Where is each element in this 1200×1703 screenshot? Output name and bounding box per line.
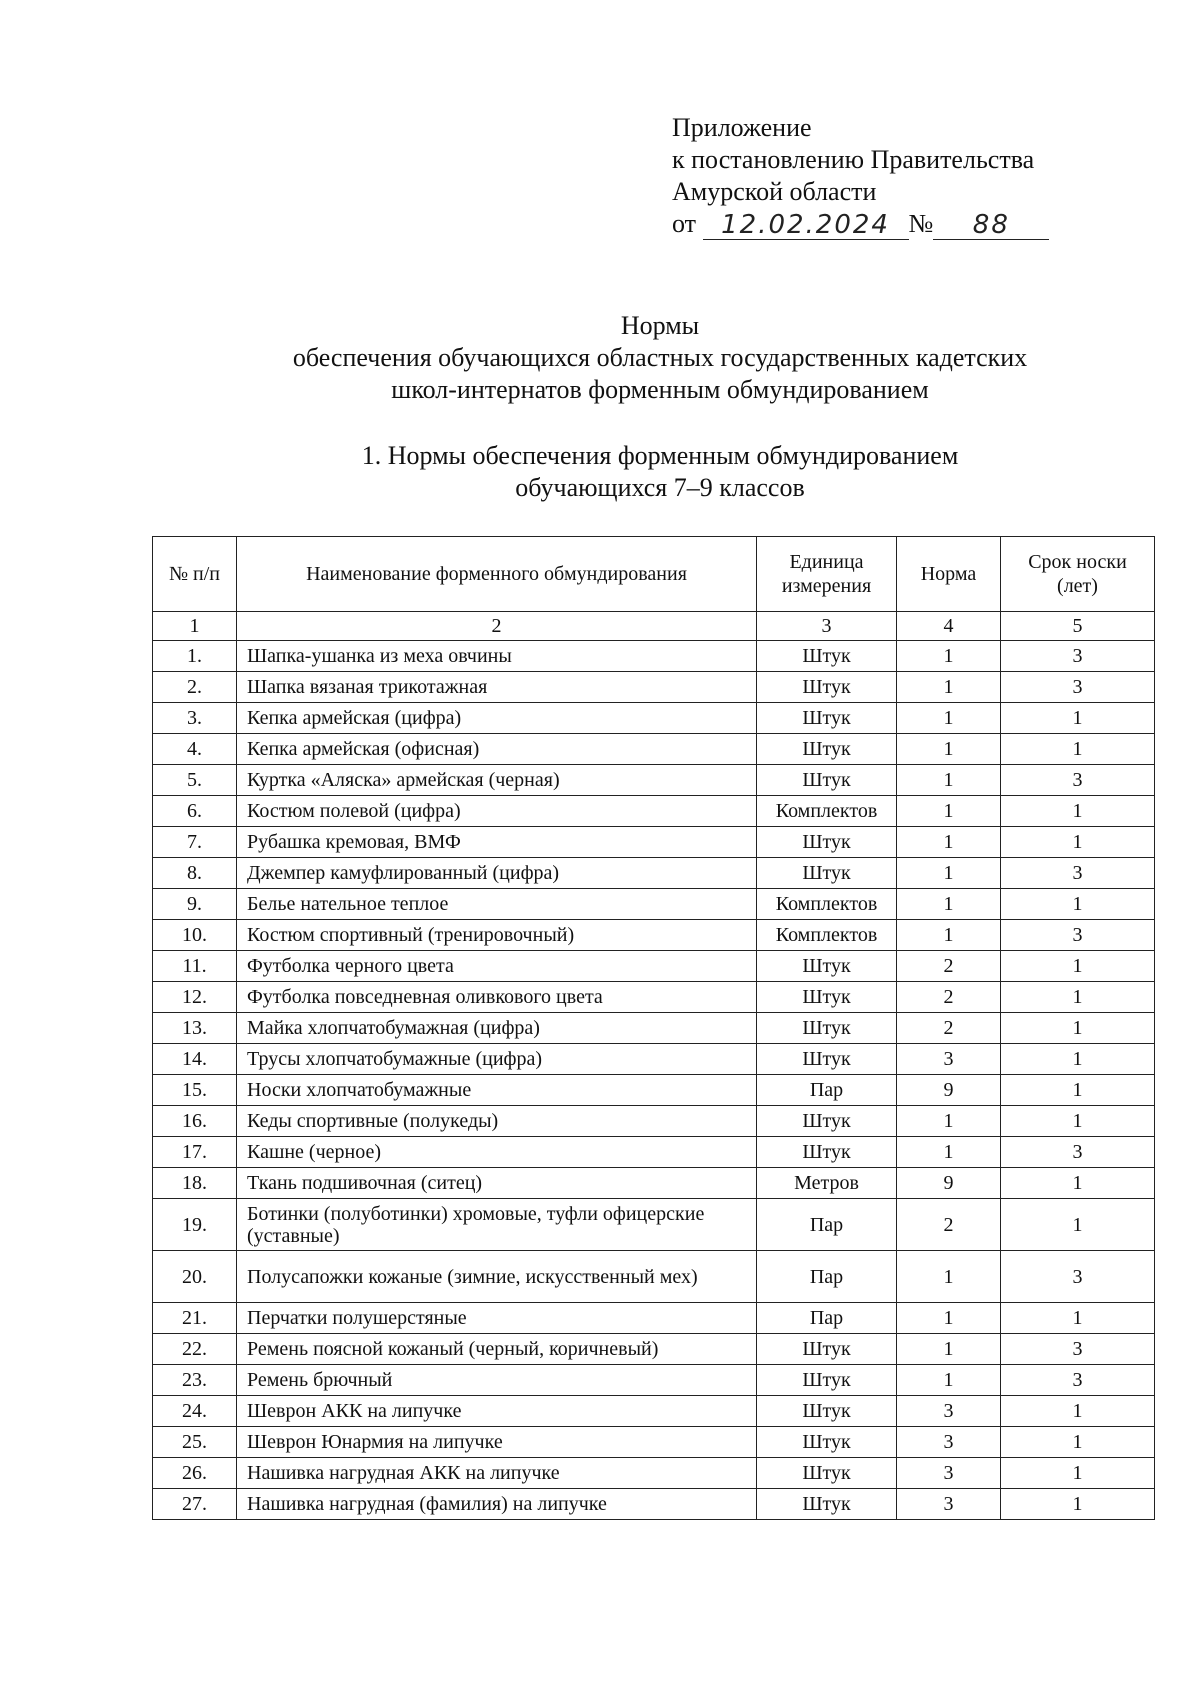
norm-cell: 2	[897, 1199, 1001, 1251]
table-row	[153, 672, 1155, 703]
item-name-cell: Футболка черного цвета	[237, 951, 757, 982]
table-row	[153, 765, 1155, 796]
norm-cell: 3	[897, 1044, 1001, 1075]
item-name-cell: Костюм полевой (цифра)	[237, 796, 757, 827]
row-number-cell: 11.	[153, 951, 237, 982]
appendix-block	[672, 112, 1112, 240]
decree-date-number-line	[672, 208, 1112, 240]
unit-cell: Пар	[757, 1199, 897, 1251]
row-number-cell: 2.	[153, 672, 237, 703]
unit-cell: Штук	[757, 1106, 897, 1137]
unit-cell: Комплектов	[757, 796, 897, 827]
section-heading	[150, 440, 1170, 504]
row-number-cell: 4.	[153, 734, 237, 765]
document-title	[150, 310, 1170, 406]
table-header-row	[153, 537, 1155, 612]
unit-cell: Штук	[757, 1427, 897, 1458]
unit-cell: Пар	[757, 1251, 897, 1303]
handwritten-number: 88	[933, 211, 1049, 240]
norms-table	[152, 536, 1155, 1520]
wear-period-cell: 1	[1001, 1075, 1155, 1106]
unit-cell: Комплектов	[757, 920, 897, 951]
wear-period-cell: 1	[1001, 1106, 1155, 1137]
unit-cell: Штук	[757, 951, 897, 982]
table-row	[153, 1489, 1155, 1520]
norm-cell: 1	[897, 1137, 1001, 1168]
item-name-cell: Ткань подшивочная (ситец)	[237, 1168, 757, 1199]
item-name-cell: Ремень брючный	[237, 1365, 757, 1396]
wear-period-cell: 3	[1001, 1251, 1155, 1303]
row-number-cell: 9.	[153, 889, 237, 920]
wear-period-cell: 1	[1001, 1303, 1155, 1334]
unit-cell: Комплектов	[757, 889, 897, 920]
item-name-cell: Кепка армейская (цифра)	[237, 703, 757, 734]
row-number-cell: 1.	[153, 641, 237, 672]
handwritten-date: 12.02.2024	[703, 211, 909, 240]
item-name-cell: Шеврон Юнармия на липучке	[237, 1427, 757, 1458]
item-name-cell: Кашне (черное)	[237, 1137, 757, 1168]
unit-cell: Штук	[757, 703, 897, 734]
norm-cell: 1	[897, 703, 1001, 734]
norm-cell: 9	[897, 1075, 1001, 1106]
unit-cell: Штук	[757, 1334, 897, 1365]
item-name-cell: Куртка «Аляска» армейская (черная)	[237, 765, 757, 796]
wear-period-cell: 1	[1001, 703, 1155, 734]
table-row	[153, 641, 1155, 672]
table-row	[153, 703, 1155, 734]
row-number-cell: 13.	[153, 1013, 237, 1044]
item-name-cell: Рубашка кремовая, ВМФ	[237, 827, 757, 858]
item-name-cell: Футболка повседневная оливкового цвета	[237, 982, 757, 1013]
table-row	[153, 982, 1155, 1013]
column-number: 5	[1001, 612, 1155, 641]
number-label: №	[908, 209, 934, 238]
title-line-3: школ-интернатов форменным обмундированием	[391, 375, 929, 404]
wear-period-cell: 1	[1001, 1044, 1155, 1075]
unit-cell: Штук	[757, 1489, 897, 1520]
wear-period-cell: 1	[1001, 1199, 1155, 1251]
wear-period-cell: 1	[1001, 951, 1155, 982]
table-row	[153, 1199, 1155, 1251]
wear-period-cell: 1	[1001, 1168, 1155, 1199]
table-row	[153, 1427, 1155, 1458]
table-row	[153, 1365, 1155, 1396]
table-row	[153, 1044, 1155, 1075]
table-row	[153, 1137, 1155, 1168]
unit-cell: Пар	[757, 1075, 897, 1106]
unit-cell: Штук	[757, 1013, 897, 1044]
table-row	[153, 858, 1155, 889]
norm-cell: 1	[897, 672, 1001, 703]
wear-period-cell: 1	[1001, 734, 1155, 765]
norm-cell: 1	[897, 827, 1001, 858]
norm-cell: 1	[897, 1365, 1001, 1396]
item-name-cell: Нашивка нагрудная АКК на липучке	[237, 1458, 757, 1489]
from-label: от	[672, 209, 697, 238]
wear-period-cell: 3	[1001, 765, 1155, 796]
norm-cell: 1	[897, 1251, 1001, 1303]
row-number-cell: 24.	[153, 1396, 237, 1427]
table-row	[153, 827, 1155, 858]
wear-period-cell: 1	[1001, 982, 1155, 1013]
row-number-cell: 18.	[153, 1168, 237, 1199]
table-row	[153, 1396, 1155, 1427]
norm-cell: 1	[897, 765, 1001, 796]
wear-period-cell: 3	[1001, 920, 1155, 951]
table-row	[153, 1106, 1155, 1137]
column-numbers-row	[153, 612, 1155, 641]
row-number-cell: 25.	[153, 1427, 237, 1458]
item-name-cell: Кеды спортивные (полукеды)	[237, 1106, 757, 1137]
table-row	[153, 1013, 1155, 1044]
unit-cell: Штук	[757, 1365, 897, 1396]
row-number-cell: 22.	[153, 1334, 237, 1365]
norm-cell: 1	[897, 858, 1001, 889]
norm-cell: 1	[897, 889, 1001, 920]
row-number-cell: 20.	[153, 1251, 237, 1303]
appendix-title: Приложение	[672, 113, 812, 142]
norm-cell: 3	[897, 1427, 1001, 1458]
table-row	[153, 1458, 1155, 1489]
row-number-cell: 27.	[153, 1489, 237, 1520]
item-name-cell: Шапка-ушанка из меха овчины	[237, 641, 757, 672]
header-number: № п/п	[153, 537, 237, 612]
norm-cell: 1	[897, 796, 1001, 827]
item-name-cell: Полусапожки кожаные (зимние, искусственный мех)	[237, 1251, 757, 1303]
norm-cell: 1	[897, 1303, 1001, 1334]
row-number-cell: 16.	[153, 1106, 237, 1137]
column-number: 4	[897, 612, 1001, 641]
norm-cell: 3	[897, 1489, 1001, 1520]
item-name-cell: Нашивка нагрудная (фамилия) на липучке	[237, 1489, 757, 1520]
title-line-2: обеспечения обучающихся областных государственных кадетских	[292, 343, 1028, 372]
table-row	[153, 1168, 1155, 1199]
item-name-cell: Джемпер камуфлированный (цифра)	[237, 858, 757, 889]
norm-cell: 3	[897, 1396, 1001, 1427]
item-name-cell: Ботинки (полуботинки) хромовые, туфли офицерские (уставные)	[237, 1199, 757, 1251]
unit-cell: Штук	[757, 982, 897, 1013]
wear-period-cell: 3	[1001, 1334, 1155, 1365]
header-wear-period: Срок носки (лет)	[1001, 537, 1155, 612]
norm-cell: 3	[897, 1458, 1001, 1489]
header-unit: Единица измерения	[757, 537, 897, 612]
header-norm: Норма	[897, 537, 1001, 612]
unit-cell: Штук	[757, 827, 897, 858]
wear-period-cell: 1	[1001, 796, 1155, 827]
row-number-cell: 7.	[153, 827, 237, 858]
row-number-cell: 3.	[153, 703, 237, 734]
column-number: 1	[153, 612, 237, 641]
row-number-cell: 21.	[153, 1303, 237, 1334]
unit-cell: Штук	[757, 858, 897, 889]
item-name-cell: Ремень поясной кожаный (черный, коричневый)	[237, 1334, 757, 1365]
item-name-cell: Носки хлопчатобумажные	[237, 1075, 757, 1106]
wear-period-cell: 1	[1001, 1427, 1155, 1458]
wear-period-cell: 1	[1001, 1458, 1155, 1489]
wear-period-cell: 3	[1001, 1137, 1155, 1168]
row-number-cell: 26.	[153, 1458, 237, 1489]
wear-period-cell: 1	[1001, 1396, 1155, 1427]
norm-cell: 1	[897, 1106, 1001, 1137]
item-name-cell: Перчатки полушерстяные	[237, 1303, 757, 1334]
norm-cell: 9	[897, 1168, 1001, 1199]
norm-cell: 2	[897, 982, 1001, 1013]
unit-cell: Штук	[757, 1137, 897, 1168]
item-name-cell: Кепка армейская (офисная)	[237, 734, 757, 765]
row-number-cell: 17.	[153, 1137, 237, 1168]
table-row	[153, 734, 1155, 765]
table-row	[153, 951, 1155, 982]
row-number-cell: 12.	[153, 982, 237, 1013]
row-number-cell: 15.	[153, 1075, 237, 1106]
appendix-region-line: Амурской области	[672, 177, 877, 206]
row-number-cell: 19.	[153, 1199, 237, 1251]
norm-cell: 1	[897, 1334, 1001, 1365]
table-row	[153, 920, 1155, 951]
unit-cell: Пар	[757, 1303, 897, 1334]
item-name-cell: Шеврон АКК на липучке	[237, 1396, 757, 1427]
row-number-cell: 5.	[153, 765, 237, 796]
unit-cell: Штук	[757, 765, 897, 796]
unit-cell: Метров	[757, 1168, 897, 1199]
norm-cell: 2	[897, 951, 1001, 982]
column-number: 2	[237, 612, 757, 641]
row-number-cell: 14.	[153, 1044, 237, 1075]
section-line-2: обучающихся 7–9 классов	[515, 473, 805, 502]
table-row	[153, 1075, 1155, 1106]
norm-cell: 2	[897, 1013, 1001, 1044]
item-name-cell: Шапка вязаная трикотажная	[237, 672, 757, 703]
wear-period-cell: 1	[1001, 827, 1155, 858]
norm-cell: 1	[897, 920, 1001, 951]
item-name-cell: Майка хлопчатобумажная (цифра)	[237, 1013, 757, 1044]
wear-period-cell: 3	[1001, 641, 1155, 672]
item-name-cell: Костюм спортивный (тренировочный)	[237, 920, 757, 951]
unit-cell: Штук	[757, 672, 897, 703]
wear-period-cell: 1	[1001, 1489, 1155, 1520]
wear-period-cell: 3	[1001, 1365, 1155, 1396]
row-number-cell: 6.	[153, 796, 237, 827]
appendix-decree-line: к постановлению Правительства	[672, 145, 1035, 174]
wear-period-cell: 1	[1001, 889, 1155, 920]
table-row	[153, 1303, 1155, 1334]
unit-cell: Штук	[757, 1044, 897, 1075]
table-row	[153, 1251, 1155, 1303]
item-name-cell: Трусы хлопчатобумажные (цифра)	[237, 1044, 757, 1075]
header-name: Наименование форменного обмундирования	[237, 537, 757, 612]
unit-cell: Штук	[757, 1396, 897, 1427]
table-row	[153, 796, 1155, 827]
row-number-cell: 10.	[153, 920, 237, 951]
column-number: 3	[757, 612, 897, 641]
table-row	[153, 889, 1155, 920]
unit-cell: Штук	[757, 734, 897, 765]
wear-period-cell: 3	[1001, 858, 1155, 889]
wear-period-cell: 1	[1001, 1013, 1155, 1044]
row-number-cell: 23.	[153, 1365, 237, 1396]
unit-cell: Штук	[757, 641, 897, 672]
wear-period-cell: 3	[1001, 672, 1155, 703]
norm-cell: 1	[897, 641, 1001, 672]
section-line-1: 1. Нормы обеспечения форменным обмундированием	[361, 441, 959, 470]
item-name-cell: Белье нательное теплое	[237, 889, 757, 920]
title-line-1: Нормы	[620, 311, 700, 340]
row-number-cell: 8.	[153, 858, 237, 889]
table-row	[153, 1334, 1155, 1365]
norm-cell: 1	[897, 734, 1001, 765]
unit-cell: Штук	[757, 1458, 897, 1489]
